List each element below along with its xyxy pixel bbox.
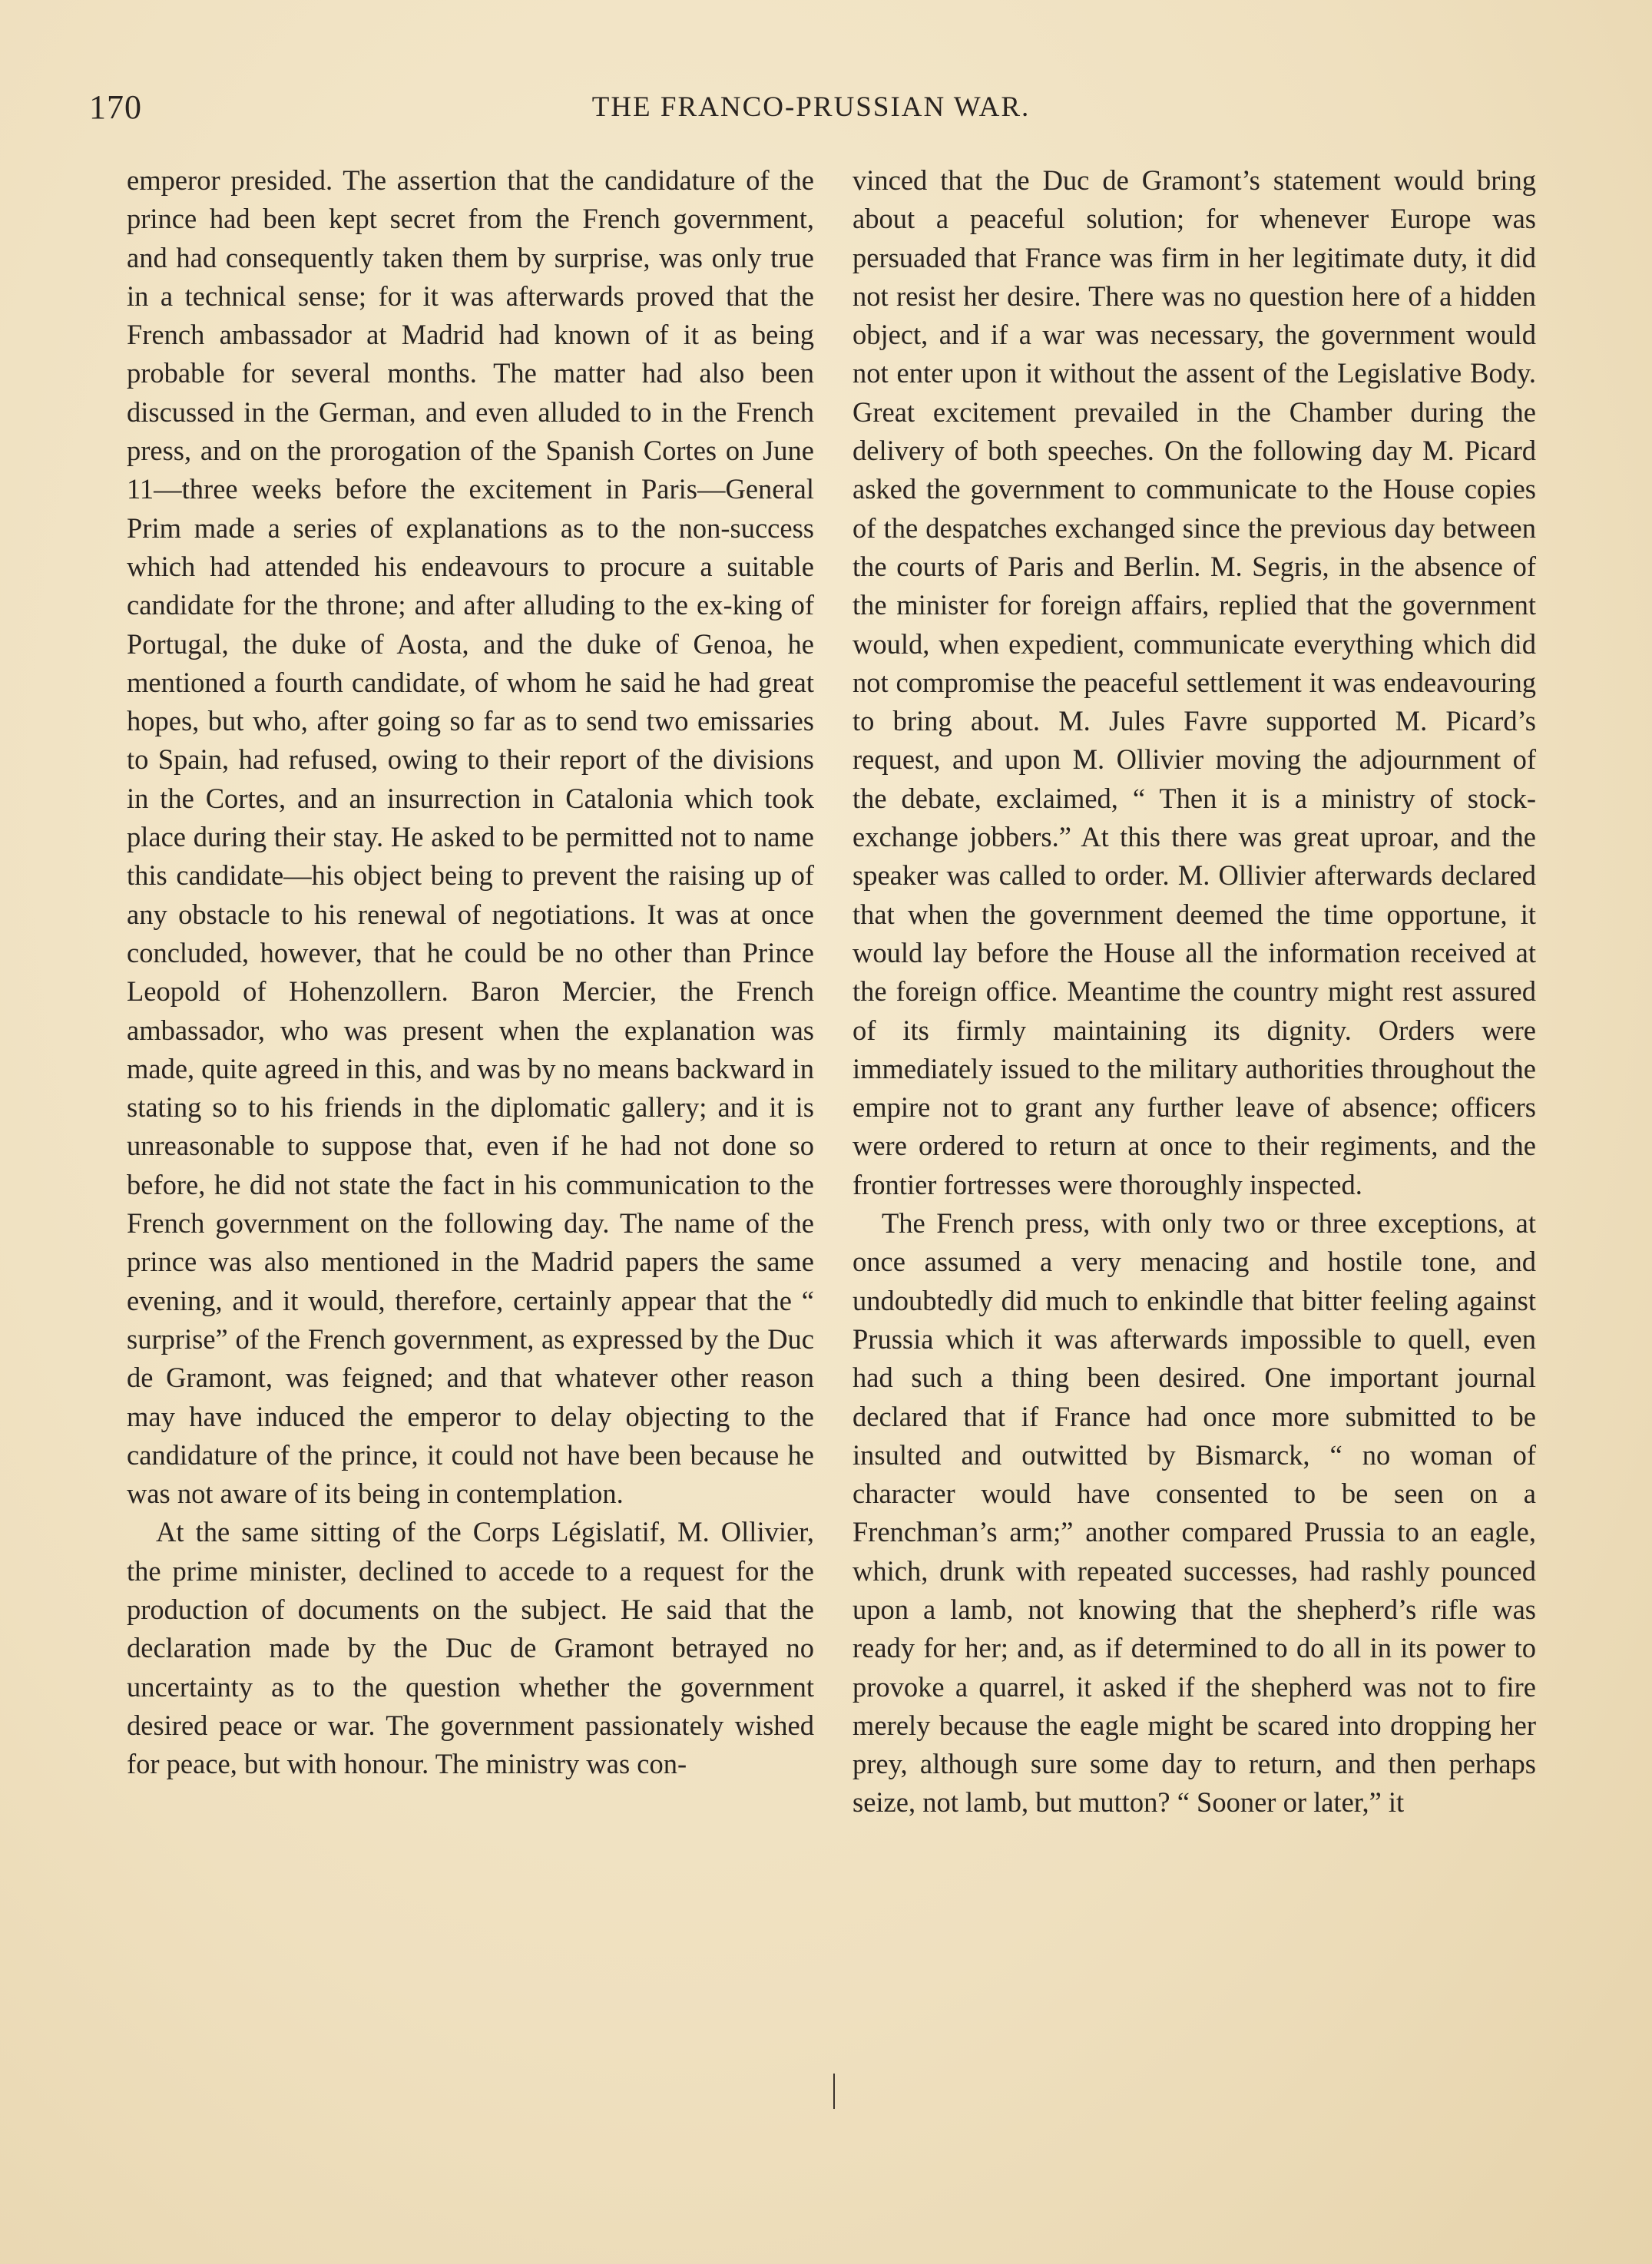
left-column — [127, 161, 814, 1783]
left-paragraph-1: emperor presided. The assertion that the candidature of the prince had been kept secret from the French government, and had consequently taken them by surprise, was only true in a technical sense; for it was afterwards proved that the French ambassador at Madrid had known of it as being probable for several months. The matter had also been discussed in the German, and even alluded to in the French press, and on the prorogation of the Spanish Cortes on June 11—three weeks before the excitement in Paris—General Prim made a series of explanations as to the non-success which had attended his endeavours to procure a suitable candidate for the throne; and after alluding to the ex-king of Portugal, the duke of Aosta, and the duke of Genoa, he mentioned a fourth candidate, of whom he said he had great hopes, but who, after going so far as to send two emissaries to Spain, had refused, owing to their report of the divisions in the Cortes, and an insurrection in Catalonia which took place during their stay. He asked to be permitted not to name this candidate—his object being to prevent the raising up of any obstacle to his renewal of negotiations. It was at once concluded, however, that he could be no other than Prince Leopold of Hohenzollern. Baron Mercier, the French ambassador, who was present when the explanation was made, quite agreed in this, and was by no means backward in stating so to his friends in the diplomatic gallery; and it is unreasonable to suppose that, even if he had not done so before, he did not state the fact in his communication to the French government on the following day. The name of the prince was also mentioned in the Madrid papers the same evening, and it would, therefore, certainly appear that the “ surprise” of the French government, as expressed by the Duc de Gramont, was feigned; and that whatever other reason may have induced the emperor to delay objecting to the candidature of the prince, it could not have been because he was not aware of its being in contemplation. — [127, 164, 814, 1510]
right-paragraph-1: vinced that the Duc de Gramont’s statement would bring about a peaceful solution; for whenever Europe was persuaded that France was firm in her legitimate duty, it did not resist her desire. There was no question here of a hidden object, and if a war was necessary, the government would not enter upon it without the assent of the Legislative Body. Great excitement prevailed in the Chamber during the delivery of both speeches. On the following day M. Picard asked the government to communicate to the House copies of the despatches exchanged since the previous day between the courts of Paris and Berlin. M. Segris, in the absence of the minister for foreign affairs, replied that the government would, when expedient, communicate everything which did not compromise the peaceful settlement it was endeavouring to bring about. M. Jules Favre supported M. Picard’s request, and upon M. Ollivier moving the adjournment of the debate, exclaimed, “ Then it is a ministry of stock-exchange jobbers.” At this there was great uproar, and the speaker was called to order. M. Ollivier afterwards declared that when the government deemed the time opportune, it would lay before the House all the information received at the foreign office. Meantime the country might rest assured of its firmly maintaining its dignity. Orders were immediately issued to the military authorities throughout the empire not to grant any further leave of absence; officers were ordered to return at once to their regiments, and the frontier fortresses were thoroughly inspected. — [852, 164, 1536, 1200]
page-number: 170 — [89, 88, 142, 126]
running-title: THE FRANCO-PRUSSIAN WAR. — [591, 91, 1031, 123]
right-paragraph-2: The French press, with only two or three exceptions, at once assumed a very menacing and hostile tone, and undoubtedly did much to enkindle that bitter feeling against Prussia which it was afterwards impossible to quell, even had such a thing been desired. One important journal declared that if France had once more submitted to be insulted and outwitted by Bismarck, “ no woman of character would have consented to be seen on a Frenchman’s arm;” another compared Prussia to an eagle, which, drunk with repeated successes, had rashly pounced upon a lamb, not knowing that the shepherd’s rifle was ready for her; and, as if determined to do all in its power to provoke a quarrel, it asked if the shepherd was not to fire merely because the eagle might be scared into dropping her prey, although sure some day to return, and then perhaps seize, not lamb, but mutton? “ Sooner or later,” it — [852, 1207, 1536, 1819]
right-column — [852, 161, 1536, 1822]
page-header — [89, 88, 1533, 134]
column-divider — [833, 2074, 835, 2109]
left-paragraph-2: At the same sitting of the Corps Législatif, M. Ollivier, the prime minister, declined to accede to a request for the production of documents on the subject. He said that the declaration made by the Duc de Gramont betrayed no uncertainty as to the question whether the government desired peace or war. The government passionately wished for peace, but with honour. The ministry was con- — [127, 1516, 814, 1780]
